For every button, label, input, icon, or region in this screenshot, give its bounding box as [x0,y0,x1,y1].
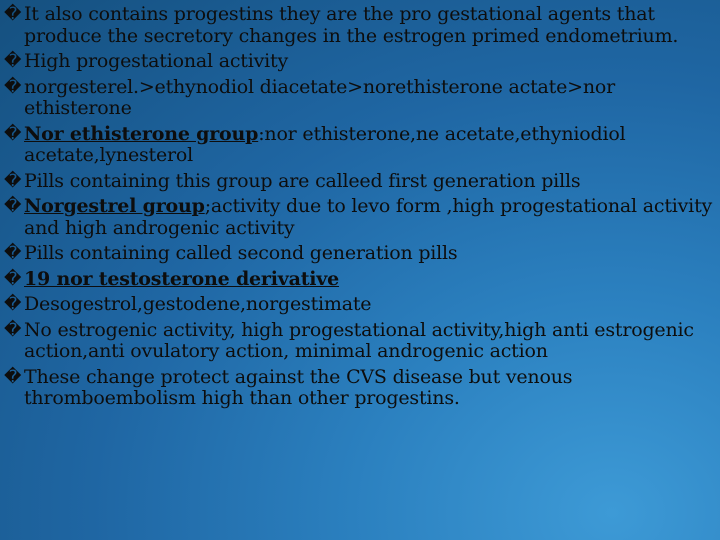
bullet-icon: � [4,366,22,387]
bullet-icon: � [4,51,22,71]
bullet-icon: � [4,319,22,340]
bullet-icon: � [4,268,22,289]
bullet-icon: � [4,76,22,97]
item-text: No estrogenic activity, high progestational activity,high anti estrogenic action,anti ovulatory action, minimal androgenic action [24,318,694,362]
bullet-icon: � [4,196,22,216]
slide-body [4,4,716,414]
bullet-item [4,269,716,291]
bullet-item [4,367,716,410]
item-text: :nor ethisterone,ne acetate,ethyniodiol acetate,lynesterol [24,122,626,166]
item-text: It also contains progestins they are the pro gestational agents that produce the secretory changes in the estrogen primed endometrium. [24,3,679,47]
item-text: Desogestrol,gestodene,norgestimate [24,293,372,315]
bullet-item [4,171,716,193]
bullet-icon: � [4,123,22,144]
bullet-item [4,51,716,73]
bullet-item [4,320,716,363]
bullet-item [4,196,716,239]
bullet-icon: � [4,294,22,314]
bullet-icon: � [4,4,22,24]
bullet-item [4,4,716,47]
item-text: Pills containing called second generation pills [24,242,458,264]
bullet-item [4,243,716,265]
bullet-icon: � [4,243,22,263]
bullet-item [4,124,716,167]
group-heading: 19 nor testosterone derivative [24,267,340,290]
group-heading: Nor ethisterone group [24,122,259,145]
item-text: High progestational activity [24,50,288,72]
item-text: These change protect against the CVS disease but venous thromboembolism high than other progestins. [24,365,573,409]
item-text: Pills containing this group are calleed first generation pills [24,169,581,192]
item-text: norgesterel.>ethynodiol diacetate>norethisterone actate>nor ethisterone [24,75,616,119]
bullet-item [4,77,716,120]
group-heading: Norgestrel group [24,195,205,217]
bullet-icon: � [4,170,22,191]
item-text: ;activity due to levo form ,high progestational activity and high androgenic activity [24,195,713,239]
bullet-item [4,294,716,316]
